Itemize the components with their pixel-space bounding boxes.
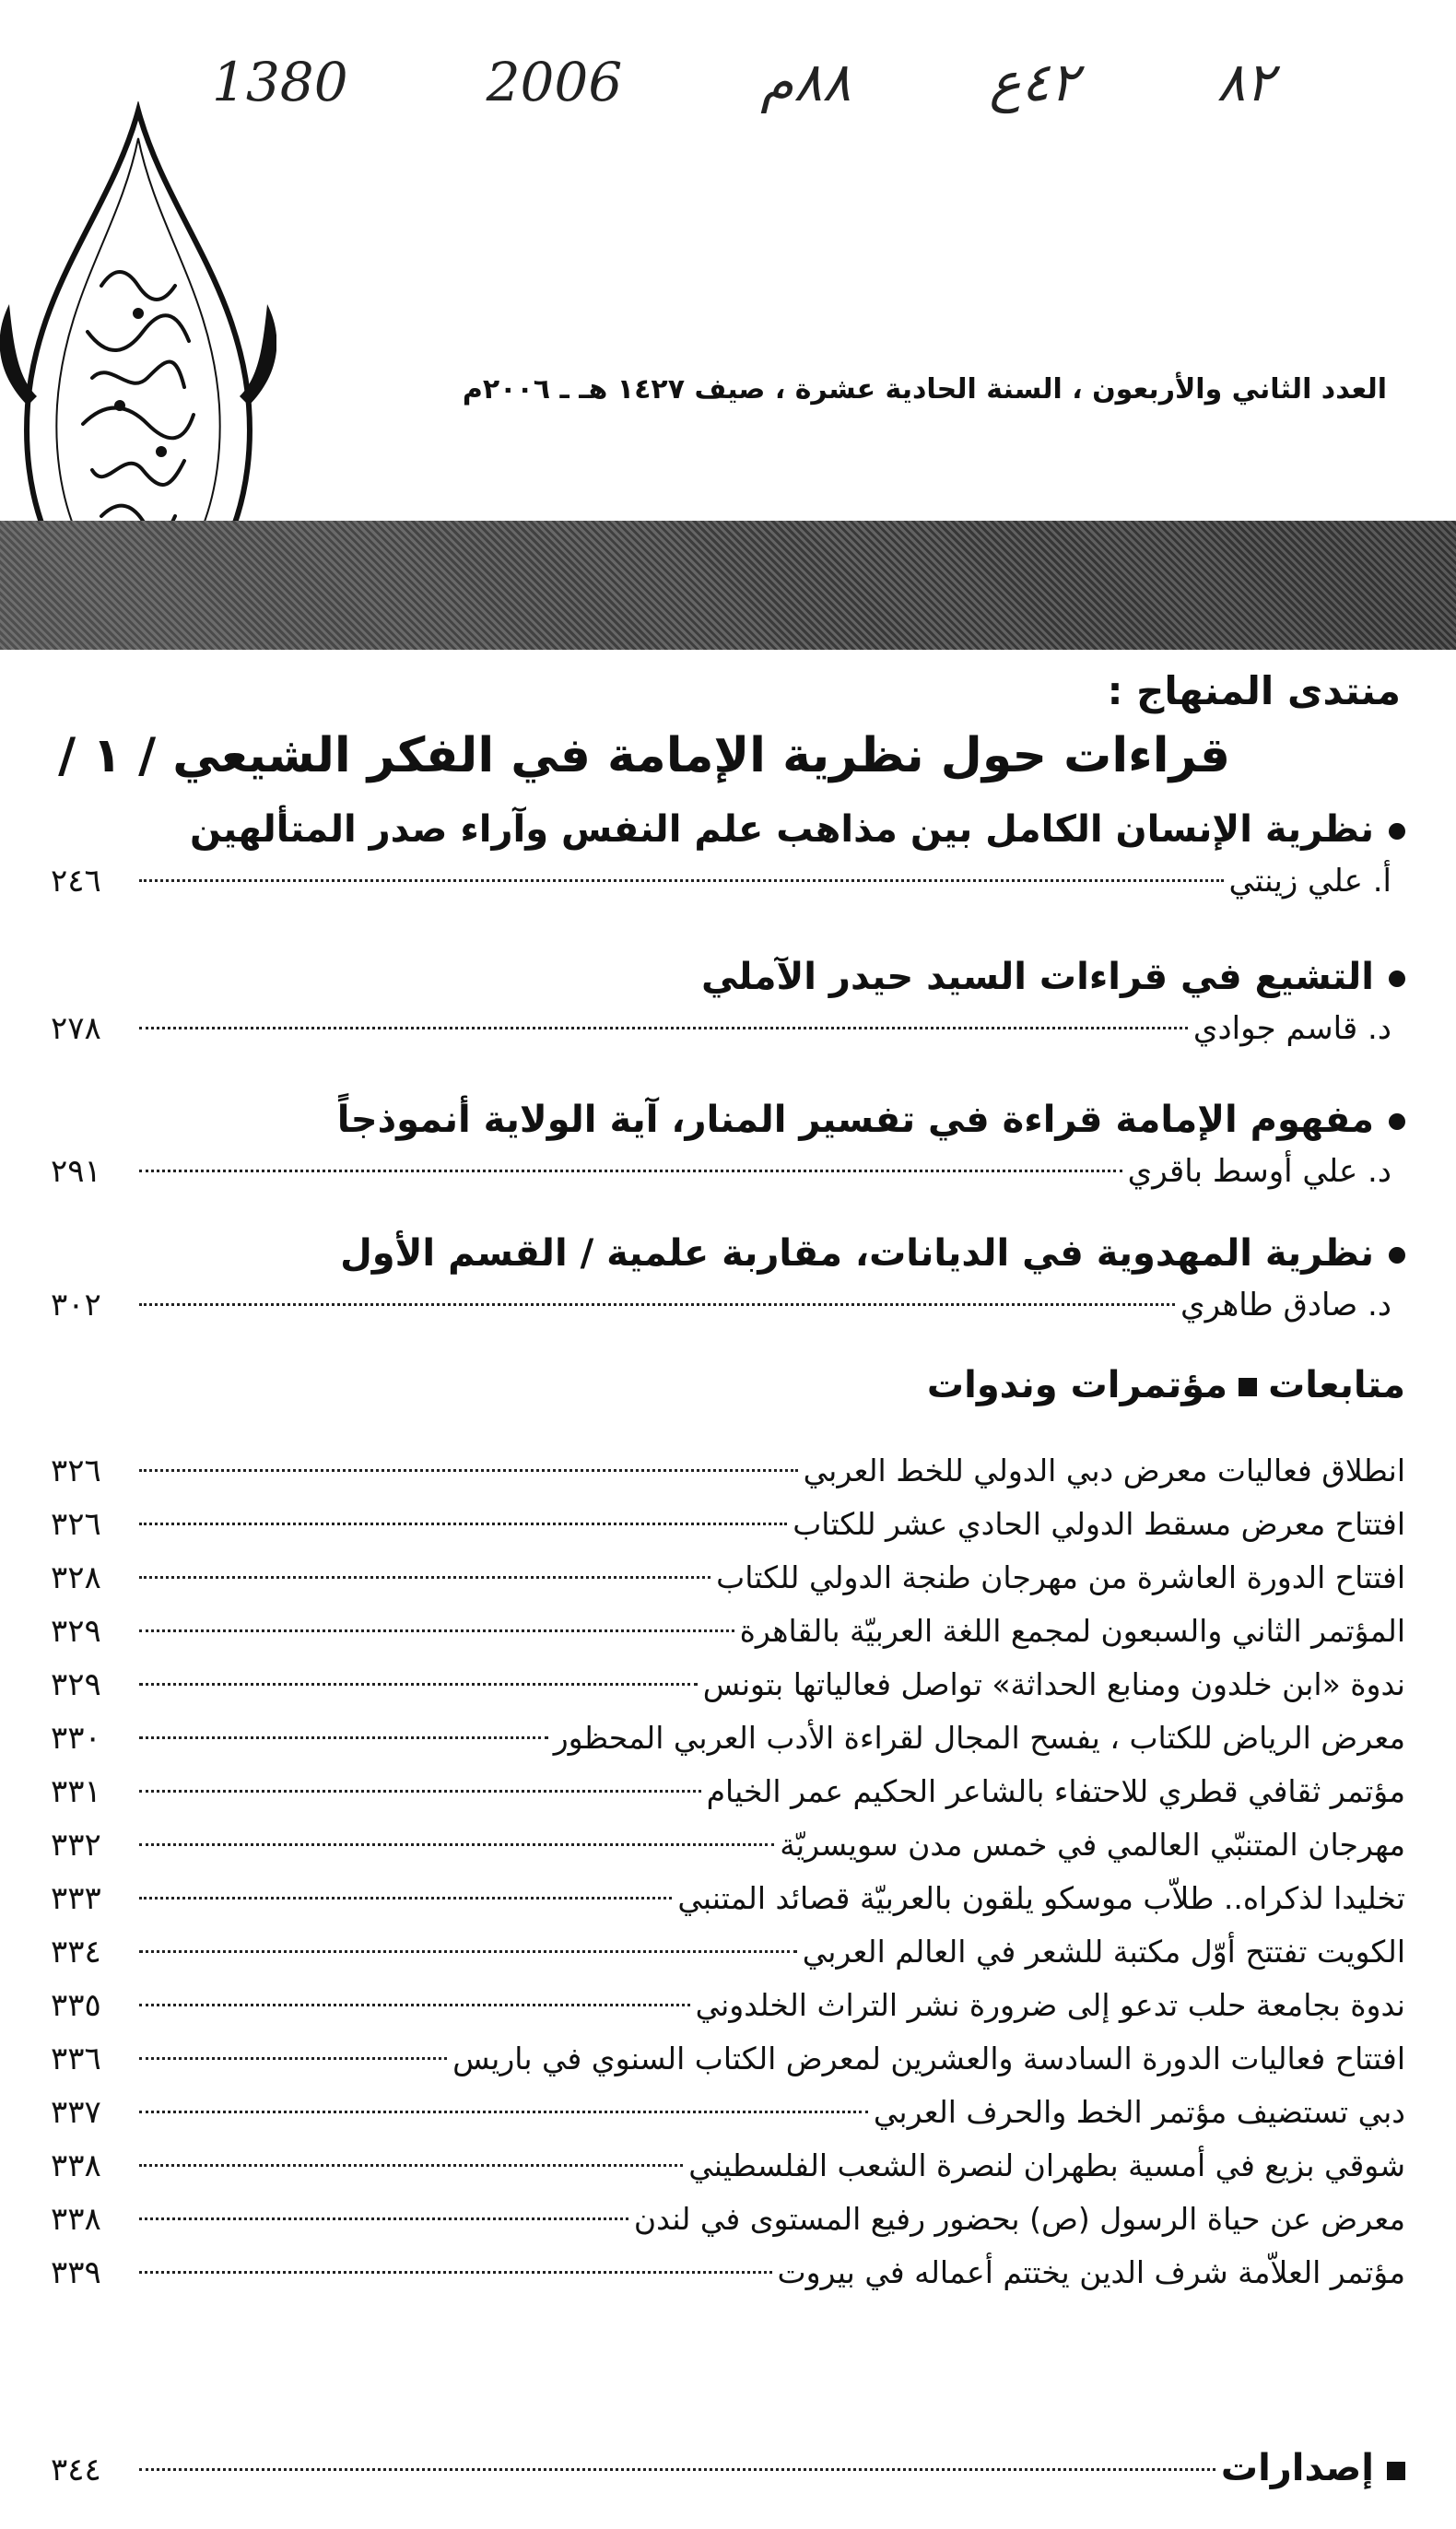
leader-dots — [139, 1576, 710, 1579]
list-item — [51, 1928, 1405, 1982]
entry-page: ٣٣٤ — [51, 1934, 101, 1970]
list-item — [51, 1500, 1405, 1554]
entry-text: افتتاح معرض مسقط الدولي الحادي عشر للكتاب — [793, 1506, 1405, 1542]
entry-text: مهرجان المتنبّي العالمي في خمس مدن سويسريّة — [780, 1827, 1405, 1863]
article — [51, 802, 1405, 905]
list-item — [51, 1447, 1405, 1500]
leader-dots — [139, 2111, 868, 2113]
list-item — [51, 1982, 1405, 2035]
releases-line — [51, 2447, 1405, 2489]
article-page: ٣٠٢ — [51, 1287, 101, 1323]
list-item — [51, 1661, 1405, 1714]
releases-page: ٣٤٤ — [51, 2452, 101, 2488]
issue-line: العدد الثاني والأربعون ، السنة الحادية عشرة ، صيف ١٤٢٧ هـ ـ ٢٠٠٦م — [462, 373, 1387, 406]
article-author: أ. علي زينتي — [1228, 863, 1391, 900]
leader-dots — [139, 1303, 1175, 1306]
follow-ups-heading — [927, 1364, 1405, 1406]
entry-page: ٣٣٨ — [51, 2201, 101, 2238]
bullet-icon — [1389, 970, 1405, 987]
entry-text: معرض الرياض للكتاب ، يفسح المجال لقراءة الأدب العربي المحظور — [553, 1720, 1405, 1756]
entry-page: ٣٣٣ — [51, 1880, 101, 1917]
leader-dots — [139, 1897, 672, 1900]
releases-label: إصدارات — [1220, 2447, 1374, 2489]
entry-text: دبي تستضيف مؤتمر الخط والحرف العربي — [873, 2094, 1405, 2130]
article — [51, 1226, 1405, 1329]
entry-text: افتتاح فعاليات الدورة السادسة والعشرين لمعرض الكتاب السنوي في باريس — [452, 2041, 1405, 2076]
entry-page: ٣٢٩ — [51, 1613, 101, 1650]
leader-dots — [139, 1950, 797, 1953]
list-item — [51, 2195, 1405, 2249]
leader-dots — [139, 1170, 1122, 1172]
leader-dots — [139, 879, 1224, 882]
list-item — [51, 1714, 1405, 1768]
leader-dots — [139, 1790, 701, 1793]
leader-dots — [139, 1523, 787, 1525]
article-author-line — [51, 1147, 1405, 1195]
entry-text: المؤتمر الثاني والسبعون لمجمع اللغة العربيّة بالقاهرة — [739, 1613, 1405, 1649]
entry-page: ٣٣٥ — [51, 1987, 101, 2024]
entry-page: ٣٣٠ — [51, 1720, 101, 1757]
entry-text: معرض عن حياة الرسول (ص) بحضور رفيع المستوى في لندن — [633, 2201, 1405, 2237]
leader-dots — [139, 2004, 690, 2006]
leader-dots — [139, 2164, 683, 2167]
bullet-icon — [1389, 823, 1405, 840]
entry-page: ٣٣٦ — [51, 2041, 101, 2077]
decorative-band — [0, 521, 1456, 650]
entry-text: افتتاح الدورة العاشرة من مهرجان طنجة الدولي للكتاب — [716, 1559, 1405, 1595]
list-item — [51, 1821, 1405, 1875]
list-item — [51, 1768, 1405, 1821]
entry-page: ٣٢٩ — [51, 1666, 101, 1703]
handwritten-note: 2006 — [486, 51, 623, 113]
entry-page: ٣٢٦ — [51, 1506, 101, 1543]
entry-text: مؤتمر ثقافي قطري للاحتفاء بالشاعر الحكيم عمر الخيام — [706, 1773, 1405, 1809]
article-author-line — [51, 1005, 1405, 1053]
list-item — [51, 1554, 1405, 1607]
follow-ups-sublabel: مؤتمرات وندوات — [926, 1364, 1228, 1406]
article-title: نظرية المهدوية في الديانات، مقاربة علمية / القسم الأول — [51, 1226, 1405, 1281]
list-item — [51, 2035, 1405, 2088]
bullet-icon — [1389, 1113, 1405, 1130]
handwritten-note: ٨٨م — [760, 51, 851, 113]
entry-page: ٣٣٨ — [51, 2147, 101, 2184]
article-author-line — [51, 1281, 1405, 1329]
leader-dots — [139, 1469, 798, 1472]
follow-ups-list — [51, 1447, 1405, 2302]
list-item — [51, 1875, 1405, 1928]
entry-text: تخليدا لذكراه.. طلاّب موسكو يلقون بالعربيّة قصائد المتنبي — [677, 1880, 1405, 1916]
entry-text: مؤتمر العلاّمة شرف الدين يختتم أعماله في بيروت — [777, 2254, 1405, 2290]
article-author: د. صادق طاهري — [1180, 1287, 1391, 1323]
article — [51, 1092, 1405, 1195]
article-author: د. قاسم جوادي — [1192, 1010, 1391, 1047]
leader-dots — [139, 1629, 734, 1632]
list-item — [51, 2142, 1405, 2195]
article-page: ٢٧٨ — [51, 1010, 101, 1047]
handwritten-notes — [212, 51, 1410, 152]
entry-page: ٣٢٨ — [51, 1559, 101, 1596]
square-bullet-icon — [1239, 1378, 1257, 1396]
leader-dots — [139, 1683, 698, 1686]
entry-text: شوقي بزيع في أمسية بطهران لنصرة الشعب الفلسطيني — [688, 2147, 1405, 2183]
list-item — [51, 2088, 1405, 2142]
handwritten-note: 1380 — [212, 51, 348, 113]
handwritten-note: ٨٢ — [1216, 51, 1274, 113]
article-author: د. علي أوسط باقري — [1127, 1153, 1391, 1190]
entry-page: ٣٣٩ — [51, 2254, 101, 2291]
article-page: ٢٤٦ — [51, 863, 101, 900]
article — [51, 949, 1405, 1053]
follow-ups-label: متابعات — [1268, 1364, 1405, 1406]
handwritten-note: ٤٢ع — [989, 51, 1079, 113]
entry-page: ٣٣٧ — [51, 2094, 101, 2131]
article-title: نظرية الإنسان الكامل بين مذاهب علم النفس وآراء صدر المتألهين — [51, 802, 1405, 857]
leader-dots — [139, 1027, 1188, 1029]
entry-text: انطلاق فعاليات معرض دبي الدولي للخط العربي — [803, 1453, 1405, 1488]
forum-title: قراءات حول نظرية الإمامة في الفكر الشيعي / ١ / — [58, 728, 1230, 783]
entry-text: ندوة بجامعة حلب تدعو إلى ضرورة نشر التراث الخلدوني — [695, 1987, 1405, 2023]
entry-page: ٣٢٦ — [51, 1453, 101, 1489]
entry-text: الكويت تفتتح أوّل مكتبة للشعر في العالم العربي — [802, 1934, 1405, 1970]
article-author-line — [51, 857, 1405, 905]
leader-dots — [139, 2271, 772, 2274]
forum-label: منتدى المنهاج : — [1107, 668, 1401, 713]
article-page: ٢٩١ — [51, 1153, 101, 1190]
square-bullet-icon — [1387, 2462, 1405, 2480]
entry-page: ٣٣١ — [51, 1773, 101, 1810]
bullet-icon — [1389, 1247, 1405, 1264]
leader-dots — [139, 2217, 628, 2220]
article-title: مفهوم الإمامة قراءة في تفسير المنار، آية الولاية أنموذجاً — [51, 1092, 1405, 1147]
leader-dots — [139, 1736, 548, 1739]
leader-dots — [139, 2057, 447, 2060]
leader-dots — [139, 1843, 774, 1846]
leader-dots — [139, 2468, 1215, 2471]
article-title: التشيع في قراءات السيد حيدر الآملي — [51, 949, 1405, 1005]
entry-page: ٣٣٢ — [51, 1827, 101, 1864]
list-item — [51, 2249, 1405, 2302]
list-item — [51, 1607, 1405, 1661]
entry-text: ندوة «ابن خلدون ومنابع الحداثة» تواصل فعالياتها بتونس — [702, 1666, 1405, 1702]
